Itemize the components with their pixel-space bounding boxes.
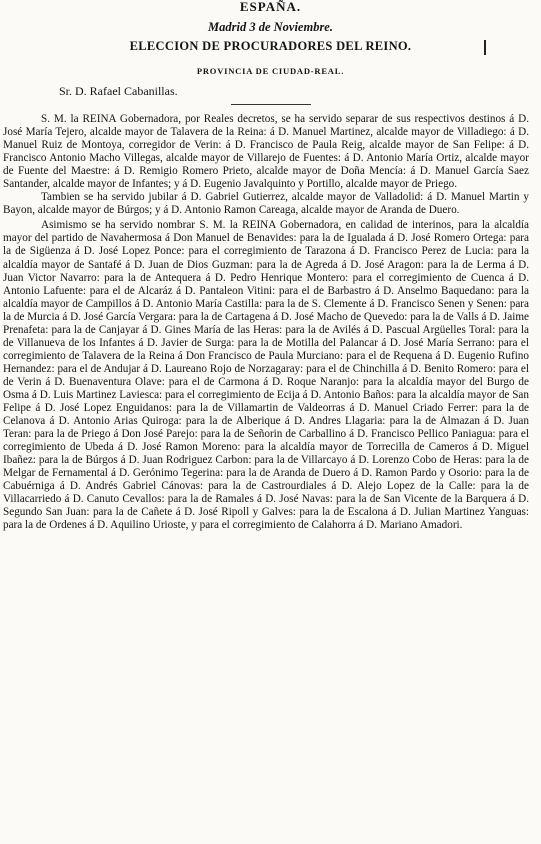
paragraph-appointments: Asimismo se ha servido nombrar S. M. la REINA Gobernadora, en calidad de interinos, para la alcaldía mayor del partido de Navahermosa á Don Manuel de Benavides: para la de Igualada á D. José Romero Ortega: para la de Sigüenza á D. José Lopez Ponce: para el corregimiento de Tarazona á D. Francisco Perez de Lucia: para la alcaldía mayor de Santafé á D. Juan de Dios Guzman: para la de Agreda á D. José Aragon: para la de Lerma á D. Juan Victor Navarro: para la de Antequera á D. Pedro Henrique Montero: para el corregimiento de Cuenca á D. Antonio Lafuente: para el de Alcaráz á D. Pantaleon Vitini: para el de Barbastro á D. Anselmo Baquedano: para la alcaldía mayor de Campillos á D. Antonio María Castilla: para la de S. Clemente á D. Francisco Senen y Senen: para la de Murcia á D. José García Vergara: para la de Cartagena á D. José Macho de Quevedo: para la de Valls á D. Jaime Prenafeta: para la de Canjayar á D. Gines María de las Heras: para la de Avilés á D. Pascual Argüelles Toral: para la de Villanueva de los Infantes á D. Javier de Surga: para la de Motilla del Palancar á D. José María Serrano: para el corregimiento de Talavera de la Reina á Don Francisco de Paula Murciano: para el de Requena á D. Eugenio Rufino Hernandez: para el de Andujar á D. Laureano Rojo de Norzagaray: para el de Chinchilla á D. Benito Romero: para el de Verin á D. Buenaventura Olave: para el de Carmona á D. Roque Naranjo: para la alcaldía mayor del Burgo de Osma á D. Luis Martinez Laviesca: para el corregimiento de Ecija á D. Antonio Baños: para la alcaldía mayor de San Felipe á D. José Lopez Enguidanos: para la de Villamartin de Valdeorras á D. Manuel Criado Ferrer: para la de Celanova á D. Antonio Arias Quiroga: para la de Alberique á D. Andres Llagaria: para la de Almazan á D. Juan Teran: para la de Priego á Don José Parejo: para la de Señorin de Carballino á D. Francisco Pellico Paniagua: para el corregimiento de Ubeda á D. José Ramon Moreno: para la alcaldía mayor de Torrecilla de Cameros á D. Miguel Ibañez: para la de Búrgos á D. Juan Rodriguez Carbon: para la de Villarcayo á D. Lorenzo Cobo de Heras: para la de Melgar de Fernamental á D. Gerónimo Tegerina: para la de Aranda de Duero á D. Ramon Pardo y Osorio: para la de Cabuérniga á D. Andrés Gabriel Cánovas: para la de Castrourdiales á D. Alejo Lopez de la Calle: para la de Villacarriedo á D. Canuto Cevallos: para la de Ramales á D. José Navas: para la de San Vicente de la Barquera á D. Segundo San Juan: para la de Cañete á D. José Ripoll y Galves: para la de Escalona á D. Julian Martinez Yanguas: para la de Ordenes á D. Aquilino Urioste, y para el corregimiento de Calahorra á D. Mariano Amadori. [3,219,529,532]
heading-margin-mark [484,40,486,55]
separator-rule [231,104,311,105]
paragraph-separations: S. M. la REINA Gobernadora, por Reales decretos, se ha servido separar de sus respectivos destinos á D. José María Tejero, alcalde mayor de Talavera de la Reina: á D. Manuel Martinez, alcalde mayor de Villadiego: á D. Manuel Ruiz de Montoya, corregidor de Verin: á D. Francisco de Paula Reig, alcalde mayor de San Felipe: á D. Francisco Antonio Macho Villegas, alcalde mayor de Villarejo de Fuentes: á D. Antonio María Ortiz, alcalde mayor de Fuente del Maestre: á D. Remigio Romero Prieto, alcalde mayor de Doña Mencía: á D. Manuel García Saez Santander, alcalde mayor de Infantes; y á D. Eugenio Javalquinto y Portillo, alcalde mayor de Priego. [3,113,529,191]
province-subheading: PROVINCIA DE CIUDAD-REAL. [196,66,345,76]
dateline: Madrid 3 de Noviembre. [208,20,333,34]
article-heading: ELECCION DE PROCURADORES DEL REINO. [129,39,412,53]
section-country-heading: ESPAÑA. [239,0,302,14]
recipient-line: Sr. D. Rafael Cabanillas. [59,84,178,98]
article-body [3,113,529,533]
paragraph-retirements: Tambien se ha servido jubilar á D. Gabriel Gutierrez, alcalde mayor de Valladolid: á D. Manuel Martin y Bayon, alcalde mayor de Búrgos; y á D. Antonio Ramon Careaga, alcalde mayor de Aranda de Duero. [3,191,529,217]
